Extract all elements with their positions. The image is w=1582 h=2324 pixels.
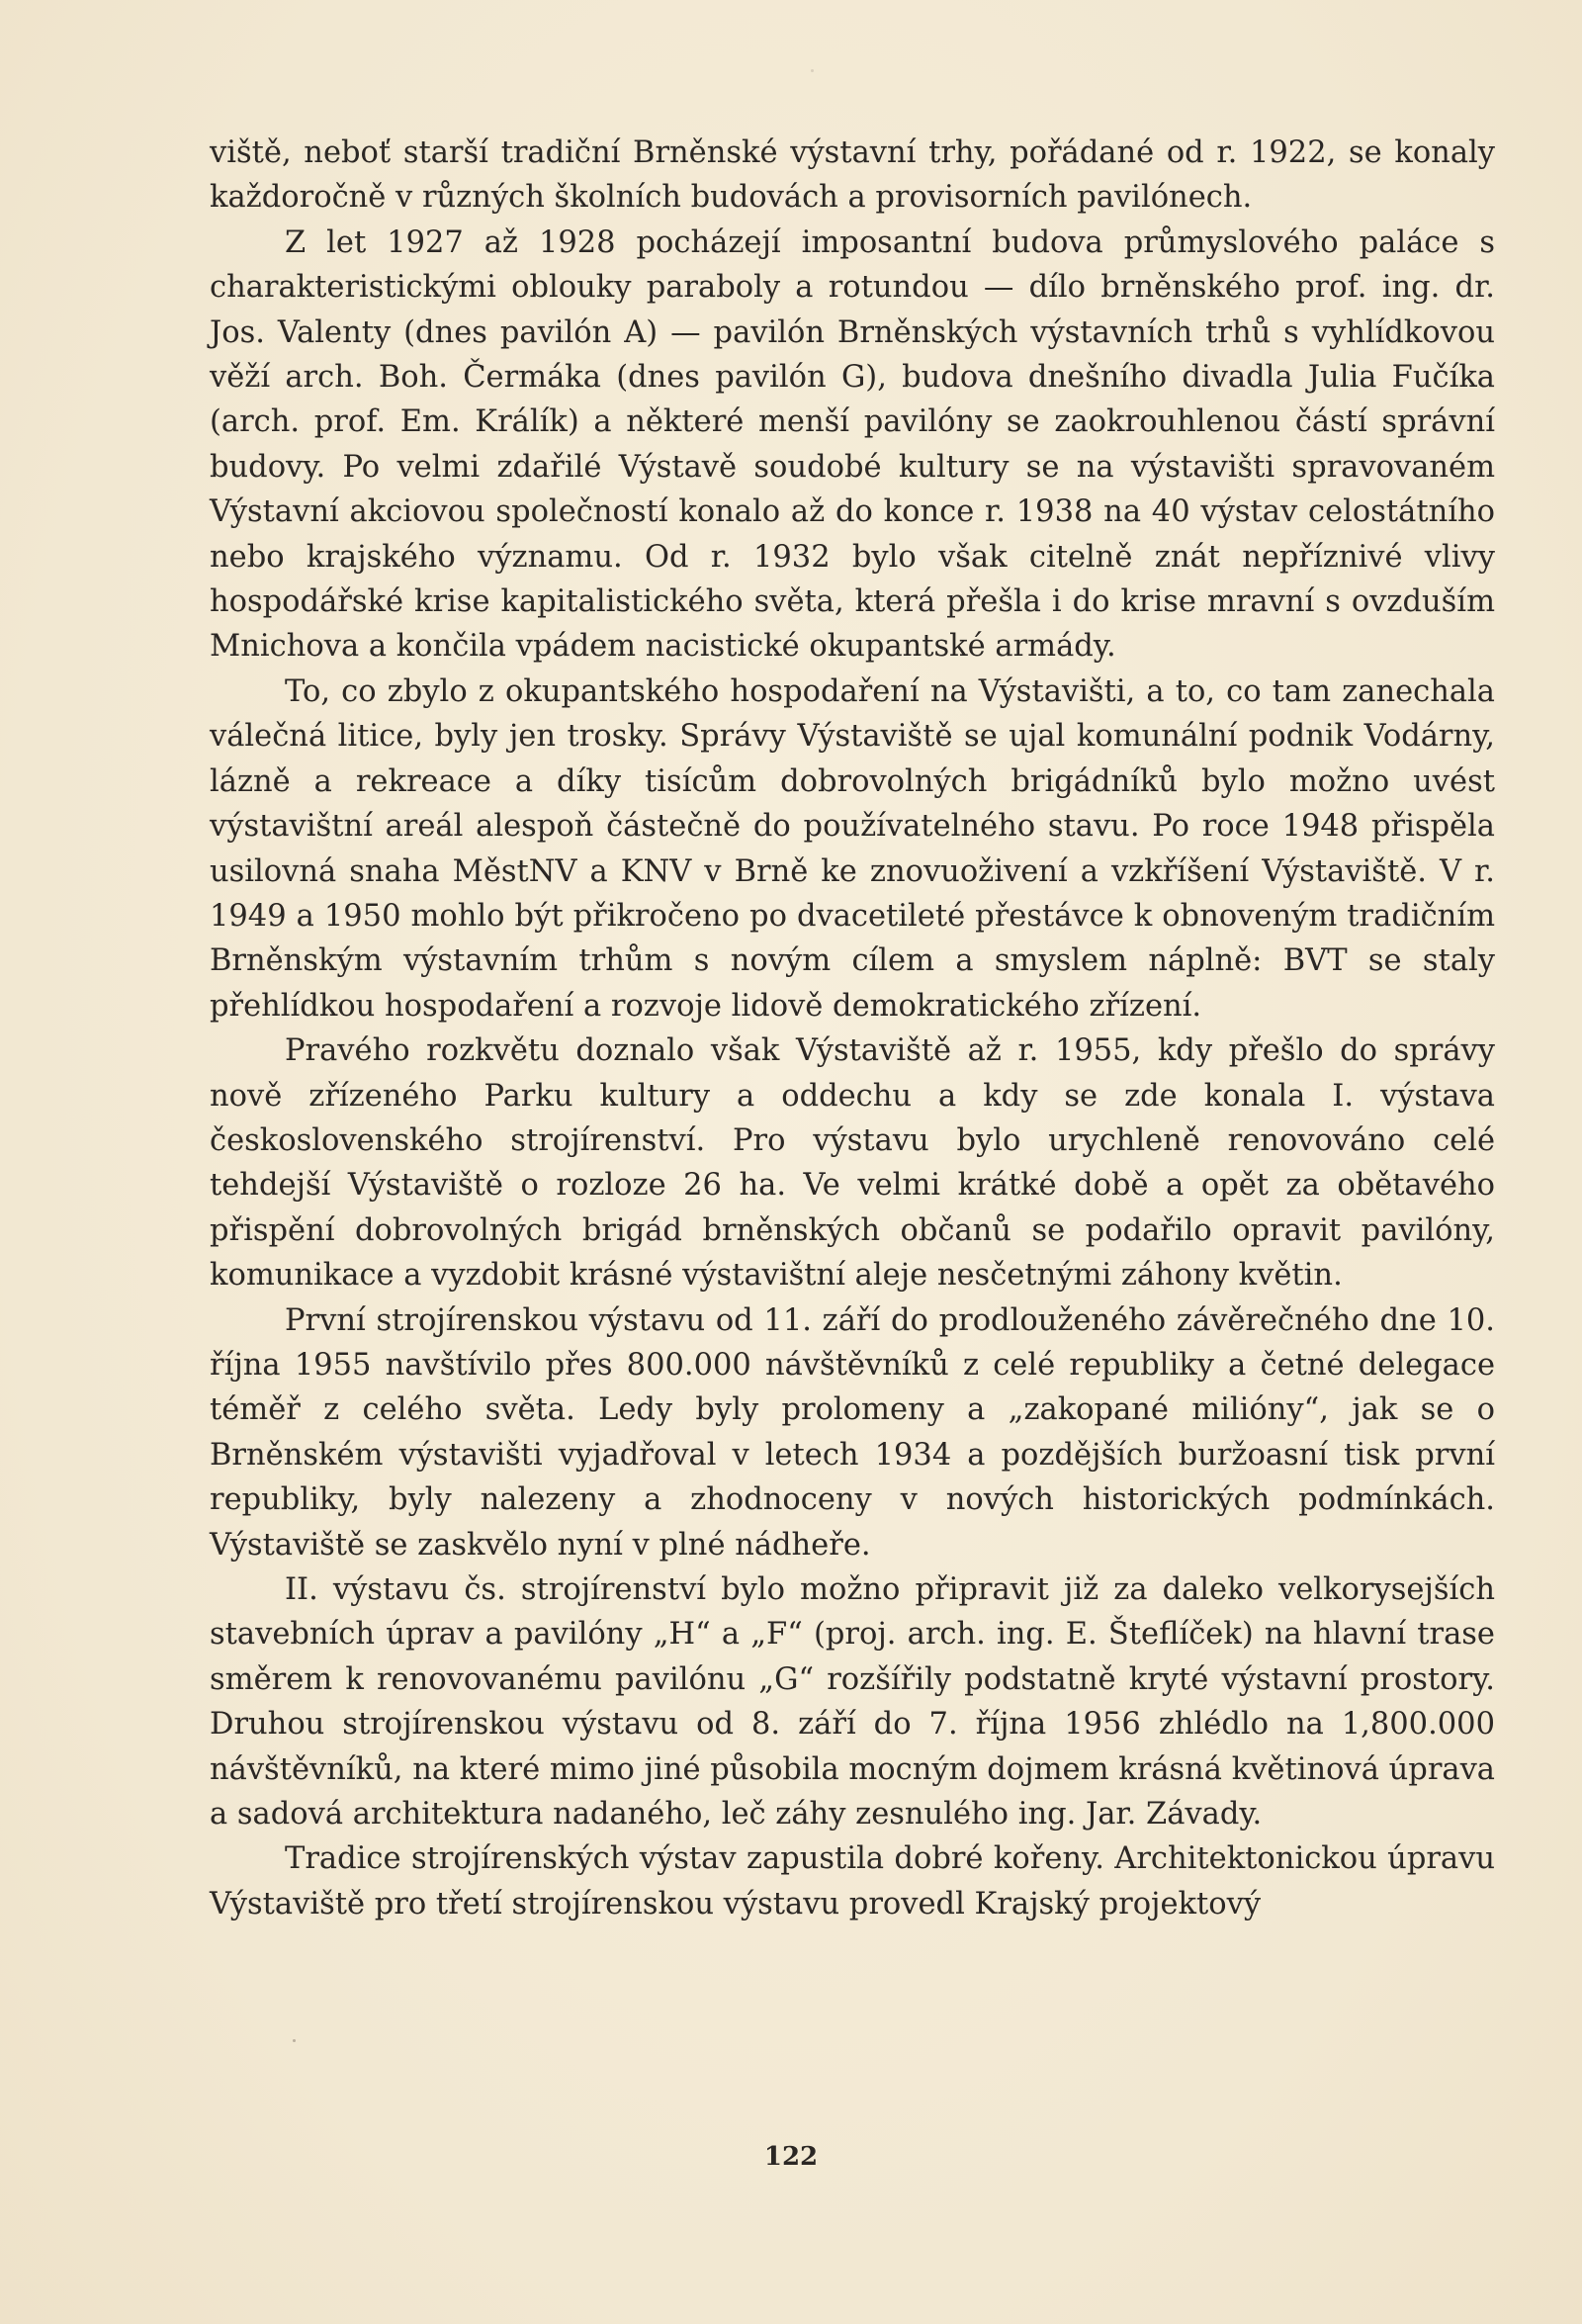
paragraph-5: První strojírenskou výstavu od 11. září do prodlouženého závěrečného dne 10. října 1955 navštívilo přes 800.000 návštěvníků z celé republiky a četné delegace téměř z celého světa. Ledy byly prolomeny a „zakopané milióny“, jak se o Brněnském výstavišti vyjadřoval v letech 1934 a pozdějších buržoasní tisk první republiky, byly nalezeny a zhodnoceny v nových historických podmínkách. Výstaviště se zaskvělo nyní v plné nádheře. (210, 1302, 1495, 1563)
paragraph-3: To, co zbylo z okupantského hospodaření na Výstavišti, a to, co tam zanechala válečná litice, byly jen trosky. Správy Výstaviště se ujal komunální podnik Vodárny, lázně a rekreace a díky tisícům dobrovolných brigádníků bylo možno uvést výstavištní areál alespoň částečně do používatelného stavu. Po roce 1948 přispěla usilovná snaha MěstNV a KNV v Brně ke znovuoživení a vzkříšení Výstaviště. V r. 1949 a 1950 mohlo být přikročeno po dvacetileté přestávce k obnoveným tradičním Brněnským výstavním trhům s novým cílem a smyslem náplně: BVT se staly přehlídkou hospodaření a rozvoje lidově demokratického zřízení. (210, 673, 1495, 1024)
paragraph-4: Pravého rozkvětu doznalo však Výstaviště až r. 1955, kdy přešlo do správy nově zřízeného Parku kultury a oddechu a kdy se zde konala I. výstava československého strojírenství. Pro výstavu bylo urychleně renovováno celé tehdejší Výstaviště o rozloze 26 ha. Ve velmi krátké době a opět za obětavého přispění dobrovolných brigád brněnských občanů se podařilo opravit pavilóny, komunikace a vyzdobit krásné výstavištní aleje nesčetnými záhony květin. (210, 1033, 1495, 1294)
paper-speck (293, 2039, 296, 2042)
paragraph-2: Z let 1927 až 1928 pocházejí imposantní budova průmyslového paláce s charakteristickými oblouky paraboly a rotundou — dílo brněnského prof. ing. dr. Jos. Valenty (dnes pavilón A) — pavilón Brněnských výstavních trhů s vyhlídkovou věží arch. Boh. Čermáka (dnes pavilón G), budova dnešního divadla Julia Fučíka (arch. prof. Em. Králík) a některé menší pavilóny se zaokrouhlenou částí správní budovy. Po velmi zdařilé Výstavě soudobé kultury se na výstavišti spravovaném Výstavní akciovou společností konalo až do konce r. 1938 na 40 výstav celostátního nebo krajského významu. Od r. 1932 bylo však citelně znát nepříznivé vlivy hospodářské krise kapitalistického světa, která přešla i do krise mravní s ovzduším Mnichova a končila vpádem nacistické okupantské armády. (210, 224, 1495, 665)
paper-speck (811, 69, 814, 72)
body-text (210, 131, 1495, 1926)
paragraph-6: II. výstavu čs. strojírenství bylo možno připravit již za daleko velkorysejších stavebních úprav a pavilóny „H“ a „F“ (proj. arch. ing. E. Šteflíček) na hlavní trase směrem k renovovanému pavilónu „G“ rozšířily podstatně kryté výstavní prostory. Druhou strojírenskou výstavu od 8. září do 7. října 1956 zhlédlo na 1,800.000 návštěvníků, na které mimo jiné působila mocným dojmem krásná květinová úprava a sadová architektura nadaného, leč záhy zesnulého ing. Jar. Závady. (210, 1572, 1495, 1832)
paragraph-7: Tradice strojírenských výstav zapustila dobré kořeny. Architektonickou úpravu Výstaviště pro třetí strojírenskou výstavu provedl Krajský projektový (210, 1841, 1495, 1922)
page-number: 122 (763, 2142, 819, 2172)
paragraph-1: viště, neboť starší tradiční Brněnské výstavní trhy, pořádané od r. 1922, se konaly každoročně v různých školních budovách a provisorních pavilónech. (210, 135, 1495, 216)
